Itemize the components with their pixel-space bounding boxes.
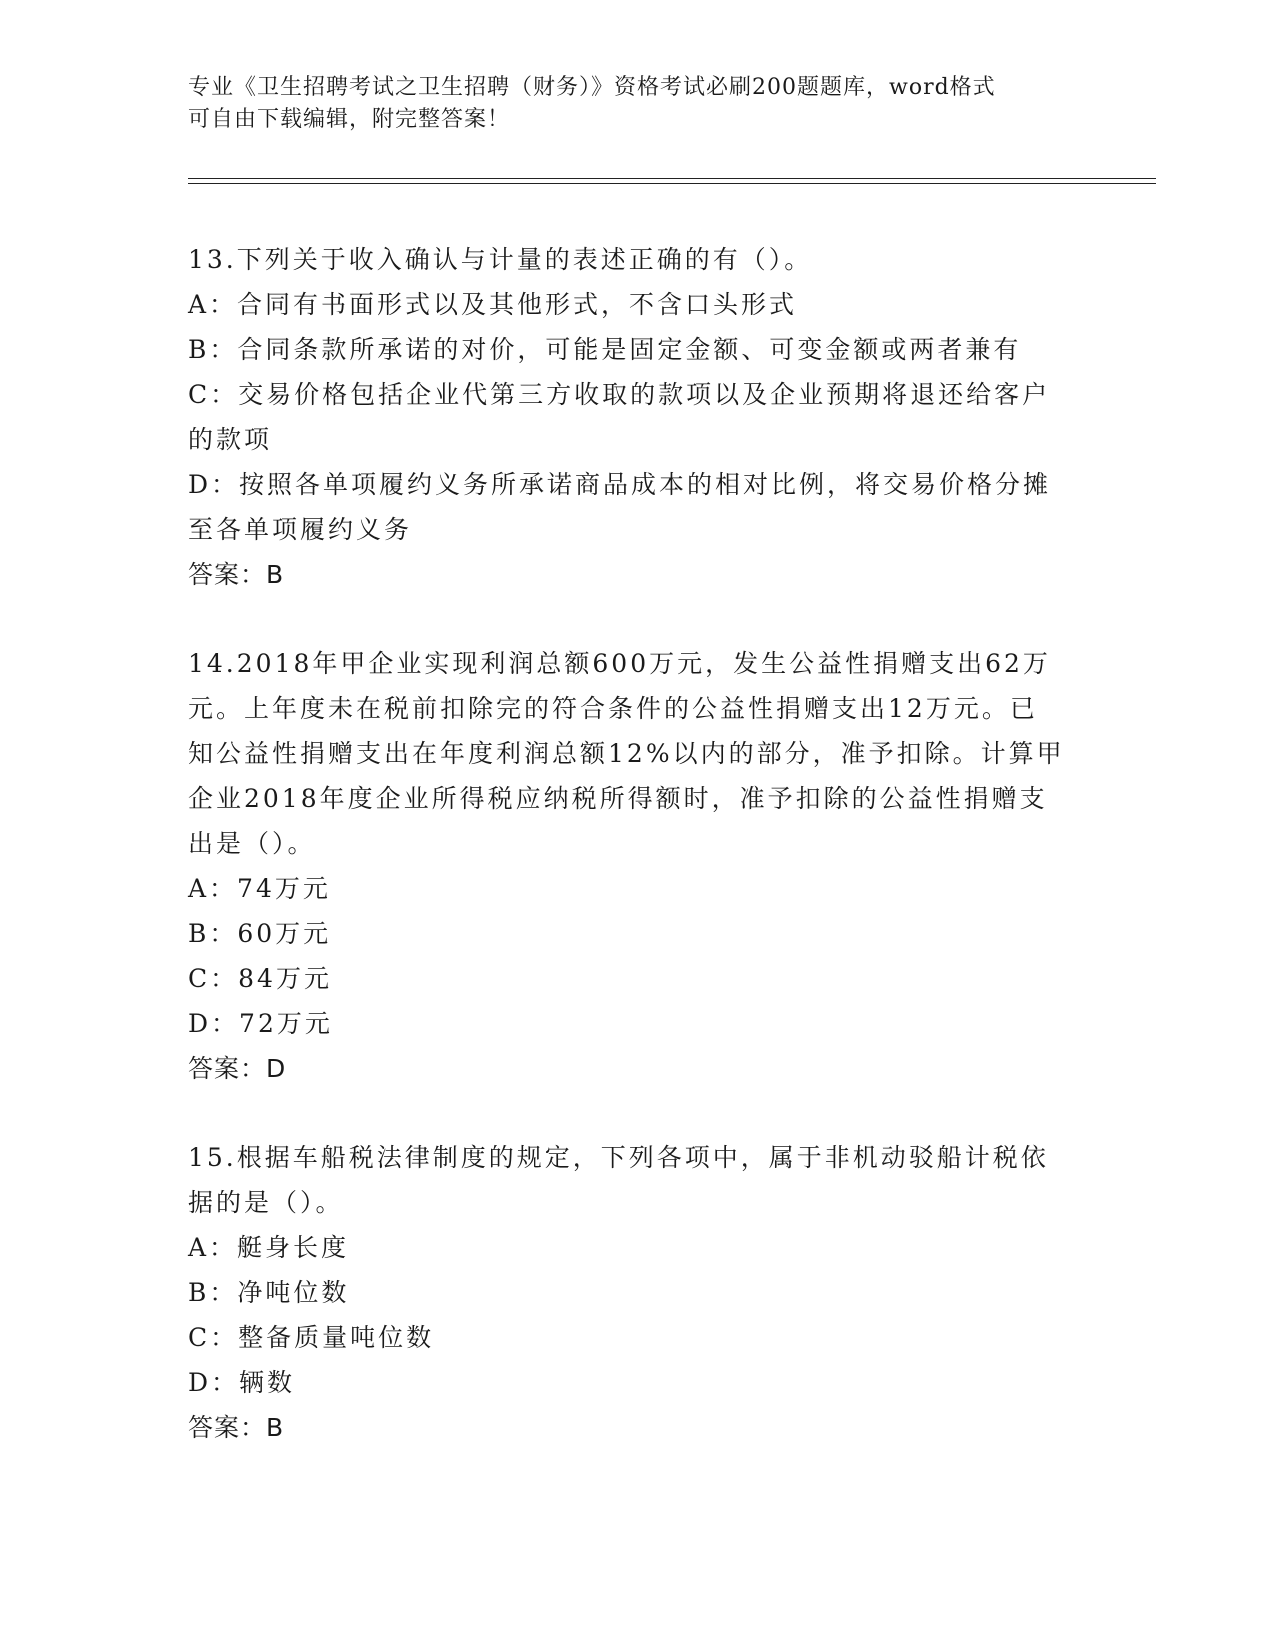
header-line-2: 可自由下载编辑，附完整答案！: [188, 107, 511, 132]
option-d: D：辆数: [188, 1368, 296, 1397]
option-b: B：60万元: [188, 919, 332, 948]
answer-label: 答案：B: [188, 560, 285, 589]
question-stem-line-5: 出是（）。: [188, 829, 316, 858]
question-stem-line-3: 知公益性捐赠支出在年度利润总额12%以内的部分，准予扣除。计算甲: [188, 739, 1065, 768]
question-13: [188, 237, 1093, 597]
question-stem-line-1: 14.2018年甲企业实现利润总额600万元，发生公益性捐赠支出62万: [188, 649, 1051, 678]
question-list: [188, 237, 1093, 1494]
option-c-continued: 的款项: [188, 425, 273, 454]
header-line-1: 专业《卫生招聘考试之卫生招聘（财务）》资格考试必刷200题题库，word格式: [188, 75, 996, 100]
option-b: B：净吨位数: [188, 1278, 350, 1307]
question-stem-line-4: 企业2018年度企业所得税应纳税所得额时，准予扣除的公益性捐赠支: [188, 784, 1048, 813]
option-c: C：交易价格包括企业代第三方收取的款项以及企业预期将退还给客户: [188, 380, 1051, 409]
option-c: C：整备质量吨位数: [188, 1323, 435, 1352]
option-d: D：按照各单项履约义务所承诺商品成本的相对比例，将交易价格分摊: [188, 470, 1052, 499]
question-14: [188, 641, 1093, 1091]
option-d-continued: 至各单项履约义务: [188, 515, 413, 544]
question-stem-line-2: 元。上年度未在税前扣除完的符合条件的公益性捐赠支出12万元。已: [188, 694, 1038, 723]
answer-label: 答案：B: [188, 1413, 285, 1442]
option-a: A：艇身长度: [188, 1233, 350, 1262]
question-15: [188, 1135, 1093, 1450]
option-b: B：合同条款所承诺的对价，可能是固定金额、可变金额或两者兼有: [188, 335, 1022, 364]
header-divider-top: [188, 178, 1156, 179]
question-stem: 13.下列关于收入确认与计量的表述正确的有（）。: [188, 245, 813, 274]
document-header: [188, 72, 1088, 136]
header-divider-bottom: [188, 183, 1156, 184]
option-a: A：74万元: [188, 874, 331, 903]
option-c: C：84万元: [188, 964, 332, 993]
option-a: A：合同有书面形式以及其他形式，不含口头形式: [188, 290, 798, 319]
answer-label: 答案：D: [188, 1054, 287, 1083]
option-d: D：72万元: [188, 1009, 333, 1038]
question-stem-line-1: 15.根据车船税法律制度的规定，下列各项中，属于非机动驳船计税依: [188, 1143, 1049, 1172]
question-stem-line-2: 据的是（）。: [188, 1188, 344, 1217]
